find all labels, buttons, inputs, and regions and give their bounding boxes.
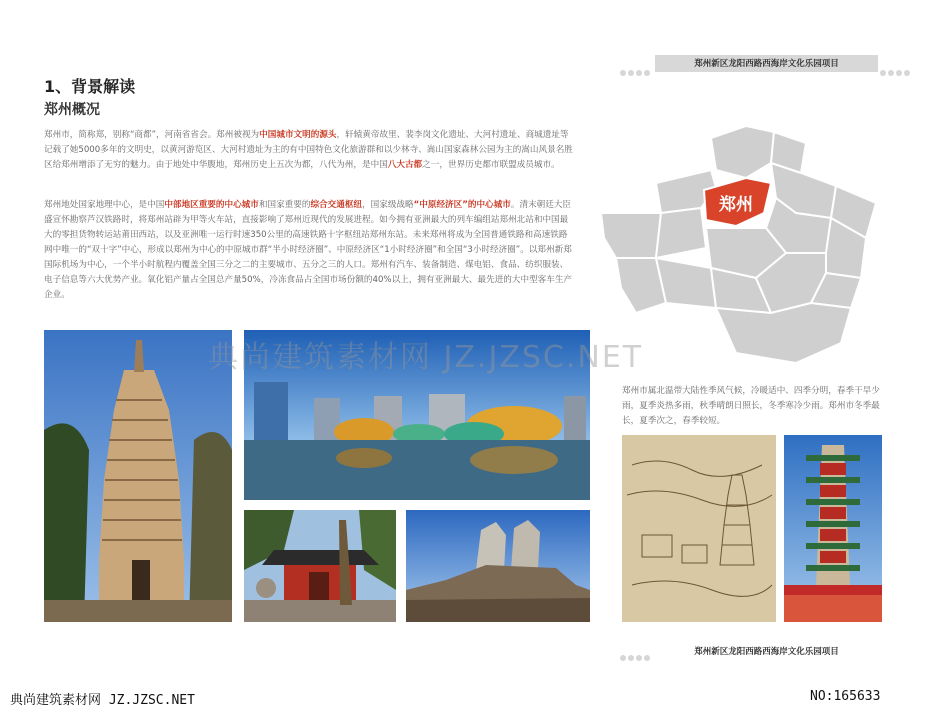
p2-text-4: 。清末朝廷大臣盛宣怀勘察芦汉铁路时，将郑州站辟为甲等火车站，直接影响了郑州近现代的发展进程。如今拥有亚洲最大的列车编组站郑州北站和中国最大的零担货物转运站莆田西站，以及亚洲唯一运行时速350公里的高速铁路十字枢纽站郑州东站。未来郑州将成为全国普通铁路和高速铁路网中唯一的“双十字”中心，形成以郑州为中心的中原城市群“半小时经济圈”、中原经济区“1小时经济圈”和全国“3小时经济圈”。以郑州新郑国际机场为中心，一个半小时航程内覆盖全国三分之二的主要城市、五分之三的人口。郑州有汽车、装备制造、煤电铝、食品、纺织服装、电子信息等六大优势产业。氧化铝产量占全国总产量50%，冷冻食品占全国市场份额的40%以上，拥有亚洲最大、最先进的大中型客车生产企业。 — [44, 200, 573, 300]
p1-highlight-1: 中国城市文明的源头 — [259, 130, 337, 140]
footer-site-name[interactable]: 典尚建筑素材网 JZ.JZSC.NET — [10, 693, 195, 708]
header-decoration — [620, 61, 652, 69]
footer-item-number: NO:165633 — [810, 689, 881, 704]
map-region-north-1 — [711, 126, 774, 178]
photo-shaolin-temple — [244, 510, 396, 622]
p2-highlight-3: “中原经济区”的中心城市 — [413, 200, 511, 210]
map-region-west-center — [656, 208, 706, 258]
section-heading: 1、背景解读 — [44, 77, 136, 96]
bottom-decoration — [620, 646, 652, 654]
watermark: 典尚建筑素材网 JZ.JZSC.NET — [208, 340, 644, 375]
section-subheading: 郑州概况 — [44, 102, 100, 118]
p2-text-1: 郑州地处国家地理中心，是中国 — [44, 200, 165, 210]
header-decoration-right — [880, 61, 912, 69]
climate-paragraph: 郑州市属北温带大陆性季风气候，冷暖适中、四季分明，春季干旱少雨，夏季炎热多雨，秋季晴朗日照长，冬季寒冷少雨。郑州市冬季最长，夏季次之，春季较短。 — [622, 386, 880, 426]
zhengzhou-map-label: 郑州 — [719, 195, 753, 215]
map-region-south-1 — [656, 258, 716, 308]
photo-songyue-pagoda — [44, 330, 232, 622]
photo-erqi-tower — [784, 435, 882, 622]
photo-ancient-drawing — [622, 435, 776, 622]
p2-highlight-1: 中部地区重要的中心城市 — [164, 200, 259, 210]
map-region-west — [601, 213, 661, 258]
p1-highlight-2: 八大古都 — [387, 160, 423, 170]
p1-text-2: ，轩辕黄帝故里、裴李岗文化遗址、大河村遗址、商城遗址等记载了她5000多年的文明史，以黄河游览区、大河村遗址为主的有中国特色文化旅游群和以少林寺、嵩山国家森林公园为主的嵩山风景名胜区给郑州增添了无穷的魅力。由于地处中华腹地，郑州历史上五次为都，八代为州，是中国 — [44, 130, 573, 170]
p2-text-2: 和国家重要的 — [258, 200, 311, 210]
p2-highlight-2: 综合交通枢纽 — [310, 200, 363, 210]
intro-paragraph — [44, 128, 574, 173]
bottom-project-title: 郑州新区龙阳西路西海岸文化乐园项目 — [694, 647, 839, 657]
header-project-title: 郑州新区龙阳西路西海岸文化乐园项目 — [694, 59, 839, 69]
p2-text-3: ，国家级战略 — [362, 200, 414, 210]
geography-paragraph — [44, 198, 574, 303]
p1-text-1: 郑州市，简称郑，别称“商都”，河南省省会。郑州被视为 — [44, 130, 260, 140]
photo-yanhuang-statue — [406, 510, 590, 622]
p1-text-3: 之一，世界历史都市联盟成员城市。 — [422, 160, 560, 170]
map-region-far-south — [716, 303, 851, 363]
